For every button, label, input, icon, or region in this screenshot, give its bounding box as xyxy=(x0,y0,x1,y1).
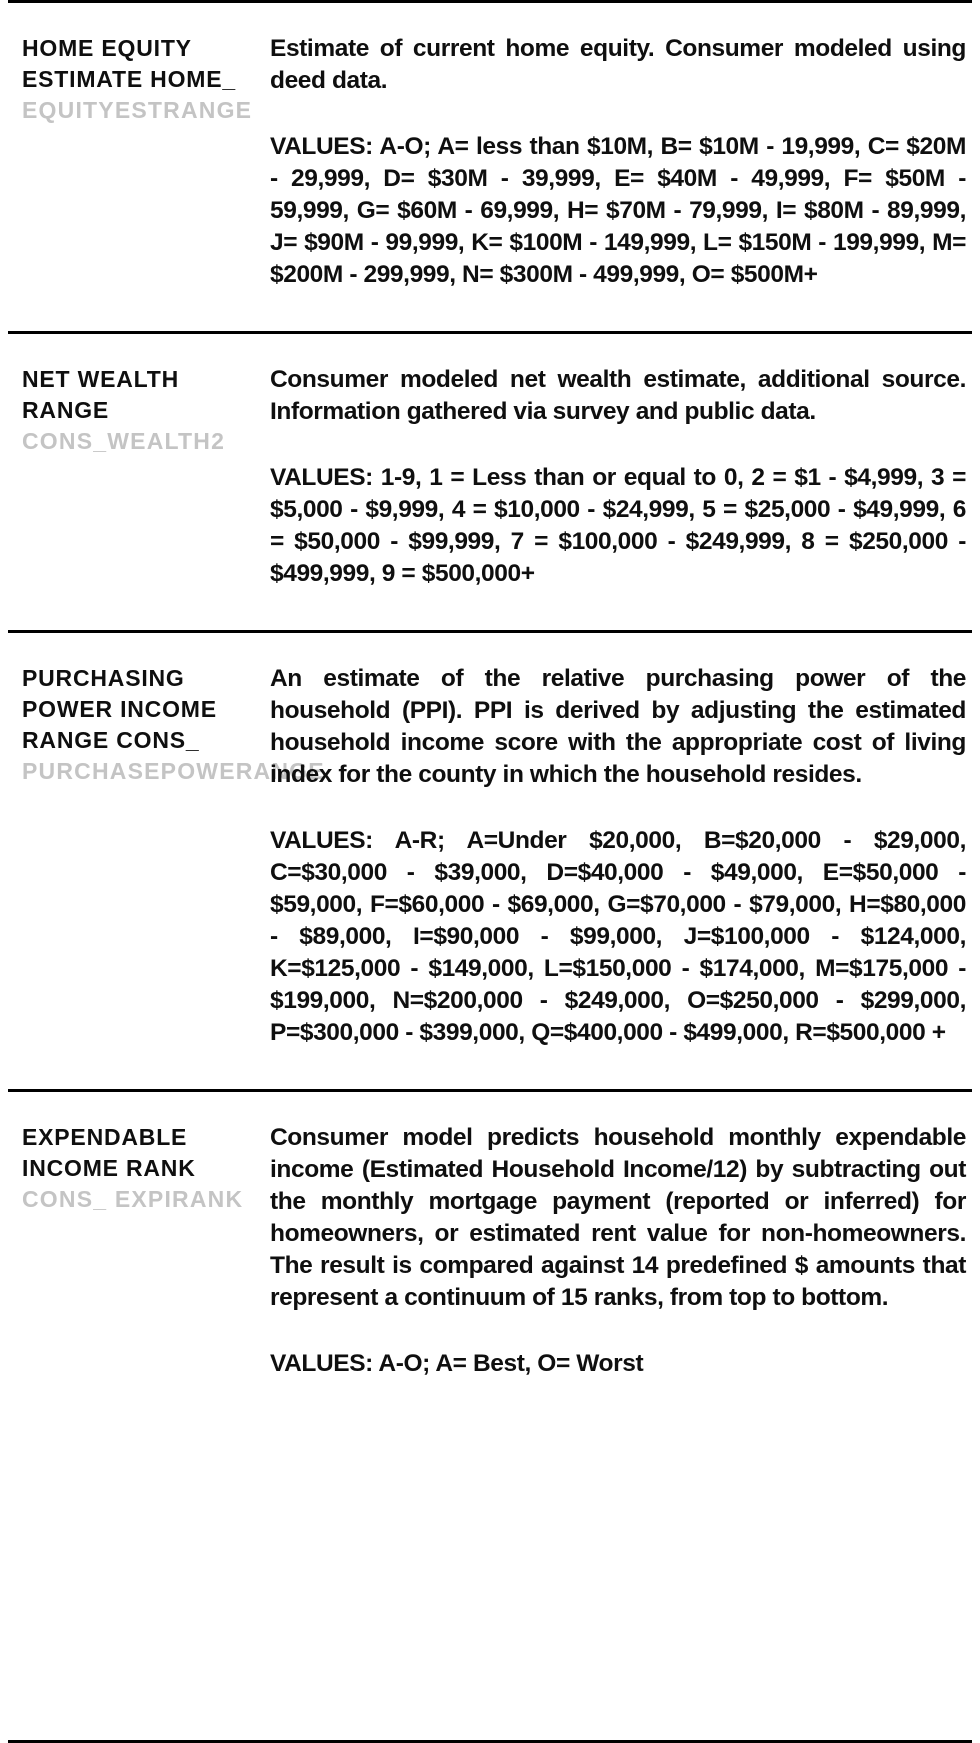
description-column xyxy=(270,33,972,291)
field-description: Consumer model predicts household monthly expendable income (Estimated Household Income/12) by subtracting out the monthly mortgage payment (reported or inferred) for homeowners, or estimated rent value for non-homeowners. The result is compared against 14 predefined $ amounts that represent a continuum of 15 ranks, from top to bottom. xyxy=(270,1124,966,1311)
dictionary-entry-home-equity xyxy=(8,0,972,331)
field-code: PURCHASEPOWERANGE xyxy=(22,758,325,784)
description-column xyxy=(270,663,972,1049)
field-column xyxy=(8,663,325,1049)
field-description: Consumer modeled net wealth estimate, additional source. Information gathered via survey and public data. xyxy=(270,366,966,425)
field-code: EQUITYESTRANGE xyxy=(22,97,253,123)
description-column xyxy=(270,1122,972,1700)
field-column xyxy=(8,33,270,291)
field-name: HOME EQUITY ESTIMATE HOME_ xyxy=(22,35,236,92)
field-name: PURCHASING POWER INCOME RANGE CONS_ xyxy=(22,665,217,753)
dictionary-entry-expendable-income xyxy=(8,1089,972,1743)
dictionary-entry-purchasing-power xyxy=(8,630,972,1089)
description-column xyxy=(270,364,972,590)
field-name: EXPENDABLE INCOME RANK xyxy=(22,1124,196,1181)
field-values: VALUES: 1-9, 1 = Less than or equal to 0, 2 = $1 - $4,999, 3 = $5,000 - $9,999, 4 = $10,000 - $24,999, 5 = $25,000 - $49,999, 6 = $50,000 - $99,999, 7 = $100,000 - $249,999, 8 = $250,000 - $499,999, 9 = $500,000+ xyxy=(270,464,966,587)
field-name: NET WEALTH RANGE xyxy=(22,366,180,423)
field-column xyxy=(8,364,270,590)
field-code: CONS_WEALTH2 xyxy=(22,428,226,454)
field-column xyxy=(8,1122,270,1700)
field-values: VALUES: A-R; A=Under $20,000, B=$20,000 - $29,000, C=$30,000 - $39,000, D=$40,000 - $49,000, E=$50,000 - $59,000, F=$60,000 - $69,000, G=$70,000 - $79,000, H=$80,000 - $89,000, I=$90,000 - $99,000, J=$100,000 - $124,000, K=$125,000 - $149,000, L=$150,000 - $174,000, M=$175,000 - $199,000, N=$200,000 - $249,000, O=$250,000 - $299,000, P=$300,000 - $399,000, Q=$400,000 - $499,000, R=$500,000 + xyxy=(270,827,966,1046)
field-description: An estimate of the relative purchasing power of the household (PPI). PPI is derived by adjusting the estimated household income score with the appropriate cost of living index for the county in which the household resides. xyxy=(270,665,966,788)
field-values: VALUES: A-O; A= less than $10M, B= $10M - 19,999, C= $20M - 29,999, D= $30M - 39,999, E= $40M - 49,999, F= $50M - 59,999, G= $60M - 69,999, H= $70M - 79,999, I= $80M - 89,999, J= $90M - 99,999, K= $100M - 149,999, L= $150M - 199,999, M= $200M - 299,999, N= $300M - 499,999, O= $500M+ xyxy=(270,133,966,288)
dictionary-entry-net-wealth xyxy=(8,331,972,630)
field-description: Estimate of current home equity. Consumer modeled using deed data. xyxy=(270,35,966,94)
field-values: VALUES: A-O; A= Best, O= Worst xyxy=(270,1350,644,1377)
field-code: CONS_ EXPIRANK xyxy=(22,1186,244,1212)
